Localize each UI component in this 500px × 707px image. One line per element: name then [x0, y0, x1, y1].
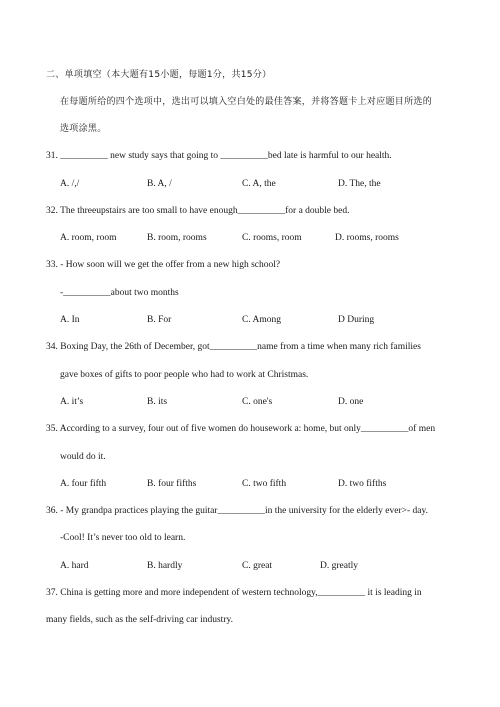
question-32-stem: 32. The threeupstairs are too small to have enough__________for a double bed. — [46, 206, 350, 216]
question-33-option-d: D During — [338, 315, 375, 325]
question-34-option-b: B. its — [147, 397, 168, 407]
question-33-stem-cont: -__________about two months — [60, 288, 179, 298]
question-31-option-a: A. /,/ — [60, 179, 80, 189]
question-33-stem: 33. - How soon will we get the offer from a new high school? — [46, 260, 281, 270]
question-32-option-b: B. room, rooms — [147, 233, 207, 243]
question-36-option-a: A. hard — [60, 561, 89, 571]
question-33-option-c: C. Among — [242, 315, 282, 325]
section-heading: 二、单项填空（本大题有15小题，每题1分，共15分） — [46, 70, 272, 80]
question-35-stem-cont: would do it. — [60, 452, 106, 462]
question-35-option-a: A. four fifth — [60, 479, 107, 489]
question-33-option-a: A. In — [60, 315, 80, 325]
question-35-option-d: D. two fifths — [338, 479, 387, 489]
question-35-option-b: B. four fifths — [147, 479, 197, 489]
question-32-option-a: A. room, room — [60, 233, 117, 243]
question-31-option-c: C. A, the — [242, 179, 276, 189]
question-32-option-d: D. rooms, rooms — [335, 233, 399, 243]
question-36-option-b: B. hardly — [147, 561, 183, 571]
question-37-stem-cont: many fields, such as the self-driving car industry. — [46, 615, 233, 625]
section-instruction-cont: 选项涂黑。 — [60, 124, 107, 134]
question-34-stem-cont: gave boxes of gifts to poor people who had to work at Christmas. — [60, 370, 309, 380]
question-36-option-d: D. greatly — [320, 561, 358, 571]
question-36-stem-cont: -Cool! It’s never too old to learn. — [60, 533, 186, 543]
question-35-option-c: C. two fifth — [242, 479, 287, 489]
question-33-option-b: B. For — [147, 315, 172, 325]
question-31-stem: 31. __________ new study says that going to __________bed late is harmful to our health. — [46, 151, 392, 161]
question-31-option-b: B. A, / — [147, 179, 172, 189]
question-31-option-d: D. The, the — [338, 179, 381, 189]
question-32-option-c: C. rooms, room — [242, 233, 302, 243]
question-36-stem: 36. - My grandpa practices playing the guitar__________in the university for the elderly ever>- day. — [46, 506, 428, 516]
question-35-stem: 35. According to a survey, four out of five women do housework a: home, but only__________of men — [46, 424, 436, 434]
section-instruction: 在每题所给的四个选项中，选出可以填入空白处的最佳答案，并将答题卡上对应题目所选的 — [60, 97, 433, 107]
question-34-option-c: C. one's — [242, 397, 273, 407]
question-34-option-a: A. it’s — [60, 397, 84, 407]
question-34-stem: 34. Boxing Day, the 26th of December, got__________name from a time when many rich families — [46, 342, 421, 352]
question-34-option-d: D. one — [338, 397, 364, 407]
question-37-stem: 37. China is getting more and more independent of western technology,__________ it is leading in — [46, 588, 422, 598]
question-36-option-c: C. great — [242, 561, 273, 571]
